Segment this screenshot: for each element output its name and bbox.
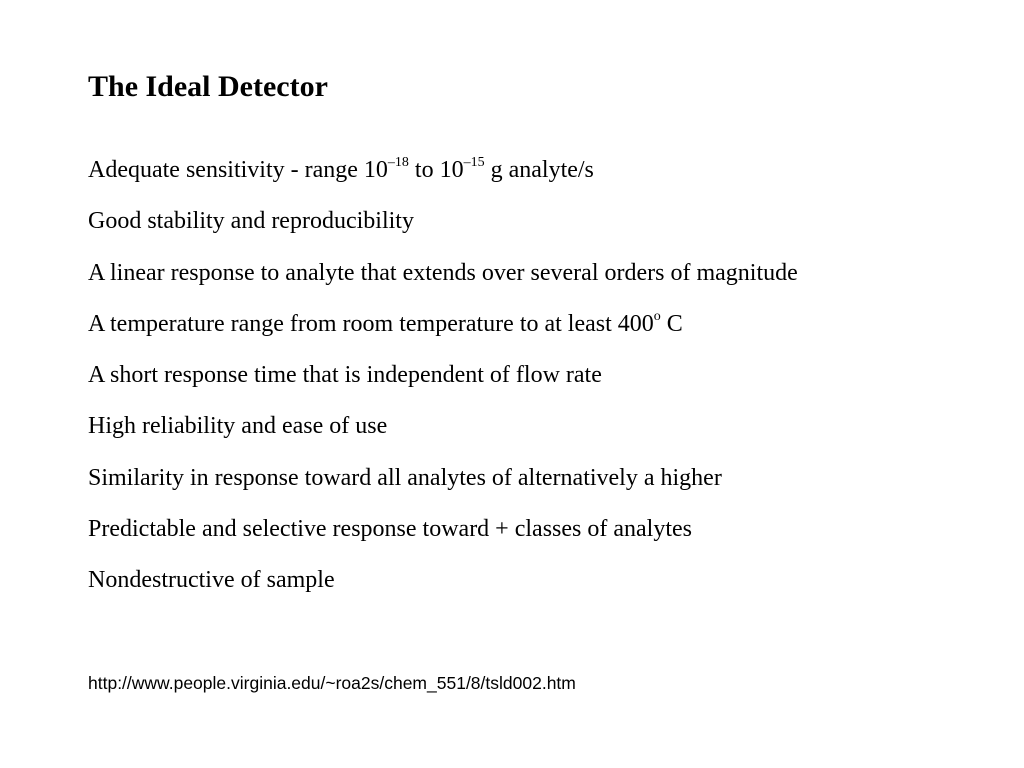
list-item-response-time: A short response time that is independent of flow rate [88, 362, 602, 389]
sensitivity-to: to 10 [408, 157, 464, 183]
sensitivity-text: Adequate sensitivity - range 10 [88, 157, 388, 183]
list-item-similarity: Similarity in response toward all analytes of alternatively a higher [88, 464, 722, 491]
requirements-list [88, 151, 798, 613]
exponent-lower: –18 [387, 155, 409, 170]
sensitivity-unit: g analyte/s [484, 157, 594, 183]
list-item-linear-response: A linear response to analyte that extends over several orders of magnitude [88, 259, 798, 286]
list-item-predictable: Predictable and selective response toward + classes of analytes [88, 516, 692, 543]
source-url: http://www.people.virginia.edu/~roa2s/chem_551/8/tsld002.htm [88, 673, 576, 693]
list-item-temperature [88, 305, 798, 356]
list-item-stability: Good stability and reproducibility [88, 208, 414, 235]
exponent-upper: –15 [463, 155, 485, 170]
list-item-nondestructive: Nondestructive of sample [88, 567, 335, 594]
temperature-unit: C [660, 310, 683, 337]
list-item-sensitivity [88, 151, 798, 202]
list-item-reliability: High reliability and ease of use [88, 413, 388, 440]
temperature-text: A temperature range from room temperature to at least 400 [88, 310, 654, 337]
degree-symbol: o [653, 308, 661, 324]
slide-title: The Ideal Detector [88, 70, 328, 103]
